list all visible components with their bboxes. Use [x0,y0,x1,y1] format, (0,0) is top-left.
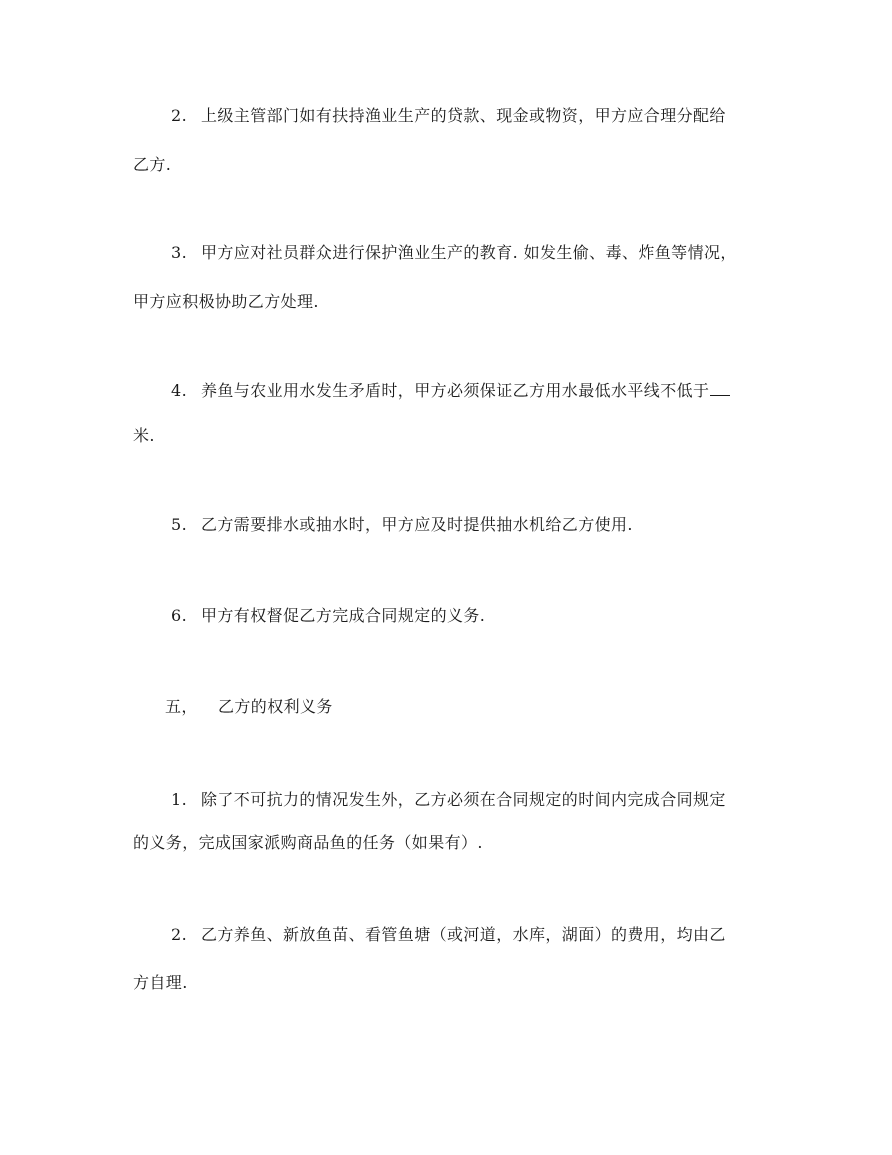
clause-3-line-2 [0,292,892,312]
section-clause-2-line-1 [0,925,892,945]
clause-2-line-2 [0,155,892,175]
clause-number: 2. [171,106,188,125]
section-number: 五， [165,697,198,716]
clause-text: 乙方养鱼、新放鱼苗、看管鱼塘（或河道，水库，湖面）的费用，均由乙 [201,925,726,944]
clause-4-line-1 [0,381,892,401]
clause-text: 上级主管部门如有扶持渔业生产的贷款、现金或物资，甲方应合理分配给 [201,106,726,125]
clause-number: 6. [171,606,188,625]
clause-text: 甲方有权督促乙方完成合同规定的义务. [201,606,486,625]
clause-text: 养鱼与农业用水发生矛盾时，甲方必须保证乙方用水最低水平线不低于 [201,381,710,400]
clause-text: 甲方应对社员群众进行保护渔业生产的教育. 如发生偷、毒、炸鱼等情况， [201,243,737,262]
section-title: 乙方的权利义务 [218,697,333,716]
clause-number: 3. [171,243,188,262]
clause-text: 的义务，完成国家派购商品鱼的任务（如果有）. [133,833,483,852]
clause-text: 除了不可抗力的情况发生外，乙方必须在合同规定的时间内完成合同规定 [201,790,726,809]
section-clause-1-line-2 [0,833,892,853]
clause-4-line-2 [0,426,892,446]
clause-3-line-1 [0,243,892,263]
clause-2-line-1 [0,106,892,126]
clause-number: 2. [171,925,188,944]
fill-in-blank [710,381,730,396]
clause-number: 5. [171,515,188,534]
clause-text: 甲方应积极协助乙方处理. [133,292,319,311]
clause-text: 乙方. [133,155,172,174]
section-heading [0,697,892,717]
clause-text: 方自理. [133,973,188,992]
clause-5-line-1 [0,515,892,535]
clause-number: 1. [171,790,188,809]
clause-text: 米. [133,426,155,445]
clause-text: 乙方需要排水或抽水时，甲方应及时提供抽水机给乙方使用. [201,515,633,534]
section-clause-1-line-1 [0,790,892,810]
clause-number: 4. [171,381,188,400]
section-clause-2-line-2 [0,973,892,993]
clause-6-line-1 [0,606,892,626]
